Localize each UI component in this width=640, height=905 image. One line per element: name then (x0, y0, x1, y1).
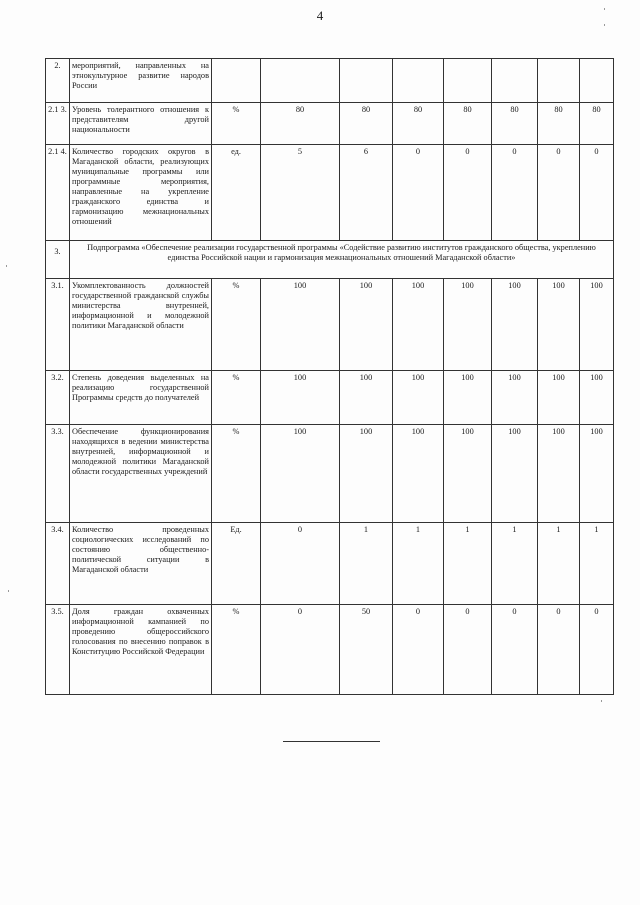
value-cell: 80 (393, 103, 444, 145)
unit-cell: % (212, 371, 261, 425)
value-cell: 100 (261, 279, 340, 371)
value-cell: 100 (492, 425, 538, 523)
footer-rule (283, 741, 380, 742)
value-cell: 80 (492, 103, 538, 145)
value-cell: 100 (340, 371, 393, 425)
value-cell (261, 59, 340, 103)
value-cell: 100 (393, 371, 444, 425)
value-cell (444, 59, 492, 103)
subprogram-title: Подпрограмма «Обеспечение реализации государственной программы «Содействие развитию институтов гражданского общества, укреплению единства Российской нации и гармонизация межнациональных отношений Магаданской области» (70, 241, 614, 279)
value-cell (580, 59, 614, 103)
value-cell: 1 (538, 523, 580, 605)
scan-speck (6, 265, 7, 267)
unit-cell: % (212, 425, 261, 523)
row-number: 3.2. (46, 371, 70, 425)
value-cell: 80 (444, 103, 492, 145)
unit-cell (212, 59, 261, 103)
value-cell: 0 (538, 145, 580, 241)
page-number: 4 (316, 8, 324, 23)
table-row (46, 523, 614, 605)
value-cell: 80 (261, 103, 340, 145)
indicator-name: Уровень толерантного отношения к представителям другой национальности (70, 103, 212, 145)
unit-cell: ед. (212, 145, 261, 241)
scan-speck (8, 590, 9, 592)
subprogram-number: 3. (46, 241, 70, 279)
row-number: 3.1. (46, 279, 70, 371)
unit-cell: Ед. (212, 523, 261, 605)
value-cell: 100 (444, 371, 492, 425)
scan-speck (604, 24, 605, 26)
table-row (46, 605, 614, 695)
value-cell: 80 (580, 103, 614, 145)
value-cell: 0 (261, 523, 340, 605)
value-cell: 0 (261, 605, 340, 695)
value-cell: 5 (261, 145, 340, 241)
value-cell: 1 (444, 523, 492, 605)
indicator-name: мероприятий, направленных на этнокультурное развитие народов России (70, 59, 212, 103)
unit-cell: % (212, 279, 261, 371)
value-cell: 0 (444, 605, 492, 695)
row-number: 3.3. (46, 425, 70, 523)
value-cell: 1 (580, 523, 614, 605)
value-cell: 100 (538, 371, 580, 425)
value-cell: 0 (492, 605, 538, 695)
value-cell: 100 (261, 425, 340, 523)
value-cell: 100 (261, 371, 340, 425)
value-cell (393, 59, 444, 103)
value-cell: 50 (340, 605, 393, 695)
row-number: 3.5. (46, 605, 70, 695)
scan-speck (604, 8, 605, 10)
unit-cell: % (212, 103, 261, 145)
row-number: 2. (46, 59, 70, 103)
value-cell: 100 (393, 279, 444, 371)
value-cell: 100 (538, 279, 580, 371)
value-cell: 80 (538, 103, 580, 145)
value-cell: 0 (538, 605, 580, 695)
value-cell: 100 (393, 425, 444, 523)
table-row (46, 279, 614, 371)
value-cell: 100 (444, 279, 492, 371)
value-cell: 100 (538, 425, 580, 523)
value-cell: 100 (340, 279, 393, 371)
row-number: 2.1 3. (46, 103, 70, 145)
value-cell: 100 (340, 425, 393, 523)
indicator-name: Количество городских округов в Магаданской области, реализующих муниципальные программы или программные мероприятия, направленные на укрепление гражданского единства и гармонизацию межнациональных отношений (70, 145, 212, 241)
value-cell: 0 (492, 145, 538, 241)
indicator-name: Укомплектованность должностей государственной гражданской службы министерства внутренней, информационной и молодежной политики Магаданской области (70, 279, 212, 371)
value-cell: 6 (340, 145, 393, 241)
value-cell: 1 (492, 523, 538, 605)
value-cell: 100 (444, 425, 492, 523)
value-cell: 0 (393, 145, 444, 241)
value-cell: 0 (393, 605, 444, 695)
value-cell: 0 (580, 145, 614, 241)
indicators-table (45, 58, 614, 695)
table-row (46, 59, 614, 103)
value-cell: 100 (492, 371, 538, 425)
value-cell: 100 (492, 279, 538, 371)
value-cell: 0 (580, 605, 614, 695)
row-number: 3.4. (46, 523, 70, 605)
value-cell: 0 (444, 145, 492, 241)
value-cell: 100 (580, 371, 614, 425)
table-row (46, 371, 614, 425)
indicator-name: Обеспечение функционирования находящихся в ведении министерства внутренней, информационной и молодежной политики Магаданской области государственных учреждений (70, 425, 212, 523)
value-cell (538, 59, 580, 103)
value-cell: 100 (580, 425, 614, 523)
value-cell: 1 (393, 523, 444, 605)
table-row (46, 103, 614, 145)
subprogram-row (46, 241, 614, 279)
row-number: 2.1 4. (46, 145, 70, 241)
table-row (46, 425, 614, 523)
value-cell: 100 (580, 279, 614, 371)
indicator-name: Степень доведения выделенных на реализацию государственной Программы средств до получателей (70, 371, 212, 425)
scan-speck (601, 700, 602, 702)
value-cell: 1 (340, 523, 393, 605)
indicator-name: Количество проведенных социологических исследований по состоянию общественно-политической ситуации в Магаданской области (70, 523, 212, 605)
table-row (46, 145, 614, 241)
value-cell (340, 59, 393, 103)
value-cell (492, 59, 538, 103)
indicator-name: Доля граждан охваченных информационной кампанией по проведению общероссийского голосования по внесению поправок в Конституцию Российской Федерации (70, 605, 212, 695)
value-cell: 80 (340, 103, 393, 145)
unit-cell: % (212, 605, 261, 695)
